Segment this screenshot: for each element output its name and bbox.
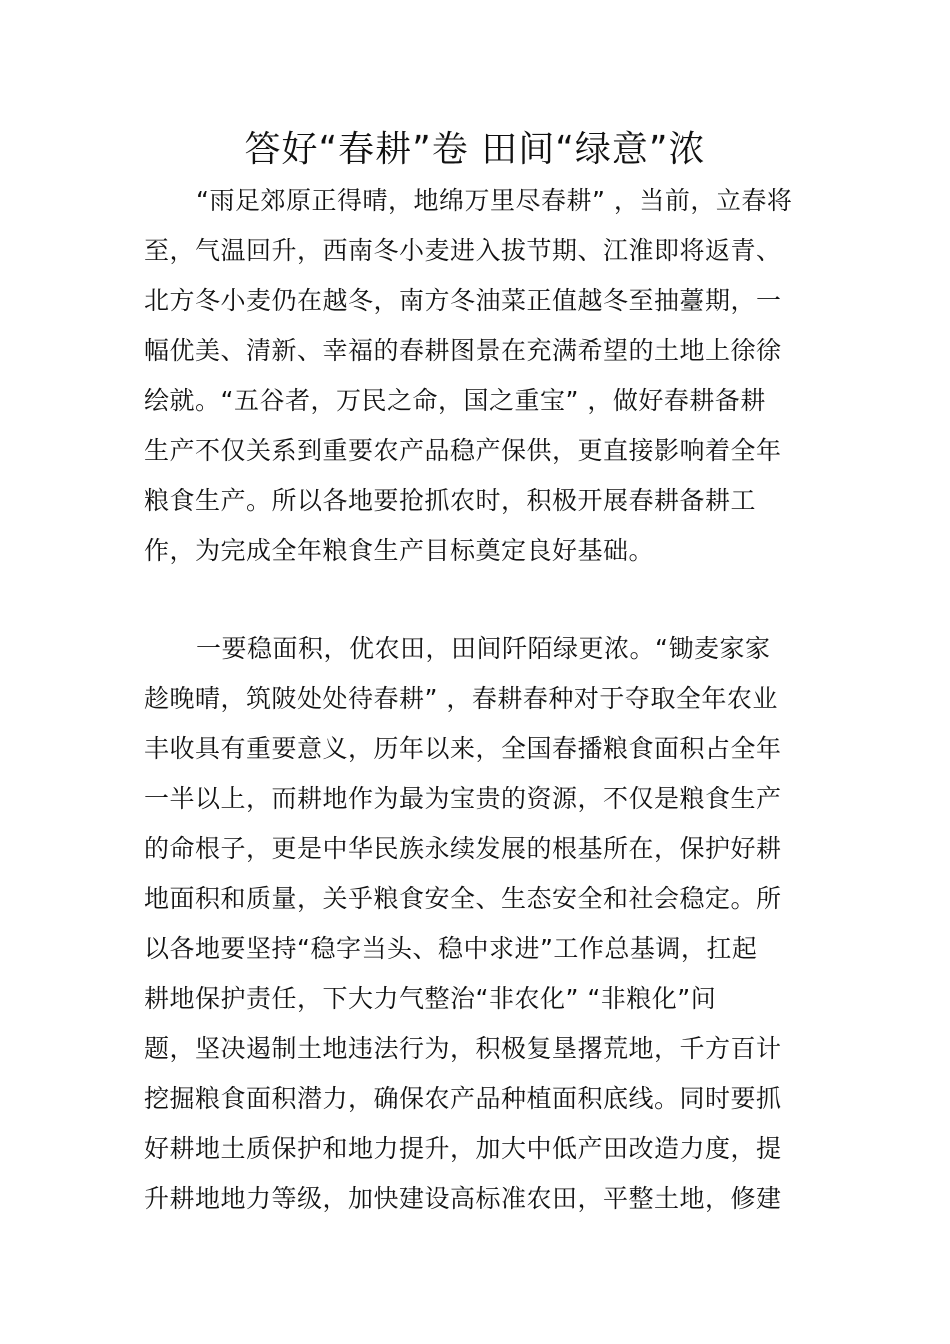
paragraph-line: 一半以上，而耕地作为最为宝贵的资源，不仅是粮食生产 — [144, 784, 782, 813]
paragraph-line: 趁晚晴，筑陂处处待春耕” ，春耕春种对于夺取全年农业 — [144, 684, 778, 713]
paragraph-line: 作，为完成全年粮食生产目标奠定良好基础。 — [144, 536, 655, 565]
paragraph-line: 挖掘粮食面积潜力，确保农产品种植面积底线。同时要抓 — [144, 1084, 782, 1113]
paragraph-line: “雨足郊原正得晴，地绵万里尽春耕” ，当前，立春将 — [196, 186, 793, 215]
paragraph-line: 北方冬小麦仍在越冬，南方冬油菜正值越冬至抽薹期，一 — [144, 286, 782, 315]
paragraph-line: 以各地要坚持“稳字当头、稳中求进”工作总基调，扛起 — [144, 934, 758, 963]
paragraph-line: 题，坚决遏制土地违法行为，积极复垦撂荒地，千方百计 — [144, 1034, 782, 1063]
paragraph-intro — [144, 176, 808, 576]
paragraph-line: 地面积和质量，关乎粮食安全、生态安全和社会稳定。所 — [144, 884, 782, 913]
paragraph-line: 一要稳面积，优农田，田间阡陌绿更浓。“锄麦家家 — [196, 634, 771, 663]
paragraph-line: 生产不仅关系到重要农产品稳产保供，更直接影响着全年 — [144, 436, 782, 465]
paragraph-farmland — [144, 624, 808, 1224]
paragraph-line: 幅优美、清新、幸福的春耕图景在充满希望的土地上徐徐 — [144, 336, 782, 365]
document-title: 答好“春耕”卷 田间“绿意”浓 — [244, 129, 706, 170]
paragraph-line: 绘就。“五谷者，万民之命，国之重宝” ，做好春耕备耕 — [144, 386, 766, 415]
paragraph-line: 好耕地土质保护和地力提升，加大中低产田改造力度，提 — [144, 1134, 782, 1163]
paragraph-line: 耕地保护责任，下大力气整治“非农化” “非粮化”问 — [144, 984, 717, 1013]
paragraph-line: 的命根子，更是中华民族永续发展的根基所在，保护好耕 — [144, 834, 782, 863]
paragraph-line: 粮食生产。所以各地要抢抓农时，积极开展春耕备耕工 — [144, 486, 757, 515]
paragraph-line: 丰收具有重要意义，历年以来，全国春播粮食面积占全年 — [144, 734, 782, 763]
paragraph-line: 至，气温回升，西南冬小麦进入拔节期、江淮即将返青、 — [144, 236, 782, 265]
paragraph-line: 升耕地地力等级，加快建设高标准农田，平整土地，修建 — [144, 1184, 782, 1213]
